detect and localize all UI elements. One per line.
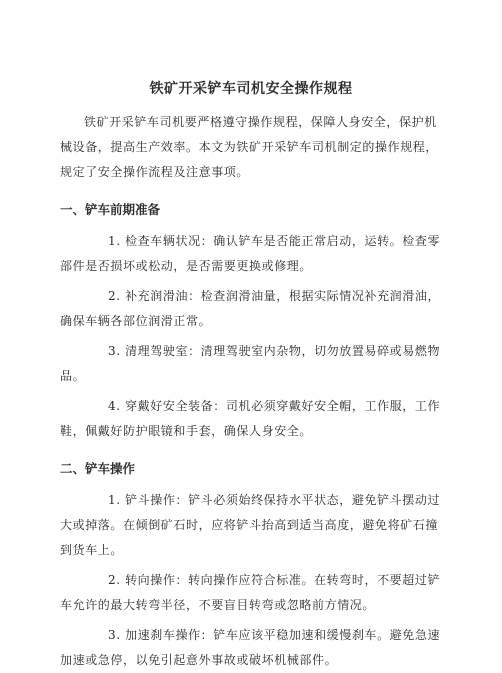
list-item: 2. 补充润滑油：检查润滑油量，根据实际情况补充润滑油，确保车辆各部位润滑正常。: [60, 289, 441, 328]
list-item: 1. 检查车辆状况：确认铲车是否能正常启动，运转。检查零部件是否损坏或松动，是否需要更换或修理。: [60, 234, 441, 273]
intro-paragraph: 铁矿开采铲车司机要严格遵守操作规程，保障人身安全，保护机械设备，提高生产效率。本文为铁矿开采铲车司机制定的操作规程，规定了安全操作流程及注意事项。: [60, 115, 439, 179]
list-item: 3. 加速刹车操作：铲车应该平稳加速和缓慢刹车。避免急速加速或急停，以免引起意外事故或破坏机械部件。: [60, 628, 441, 667]
list-item: 2. 转向操作：转向操作应符合标准。在转弯时，不要超过铲车允许的最大转弯半径，不要盲目转弯或忽略前方情况。: [60, 573, 441, 612]
list-item: 4. 穿戴好安全装备：司机必须穿戴好安全帽，工作服，工作鞋，佩戴好防护眼镜和手套，确保人身安全。: [60, 399, 441, 438]
list-item: 1. 铲斗操作：铲斗必须始终保持水平状态，避免铲斗摆动过大或掉落。在倾倒矿石时，应将铲斗抬高到适当高度，避免将矿石撞到货车上。: [60, 493, 441, 557]
document-title: 铁矿开采铲车司机安全操作规程: [149, 81, 353, 97]
section-heading-preparation: 一、铲车前期准备: [60, 202, 161, 217]
list-item: 3. 清理驾驶室：清理驾驶室内杂物，切勿放置易碎或易燃物品。: [60, 344, 441, 383]
section-heading-operation: 二、铲车操作: [60, 461, 136, 476]
